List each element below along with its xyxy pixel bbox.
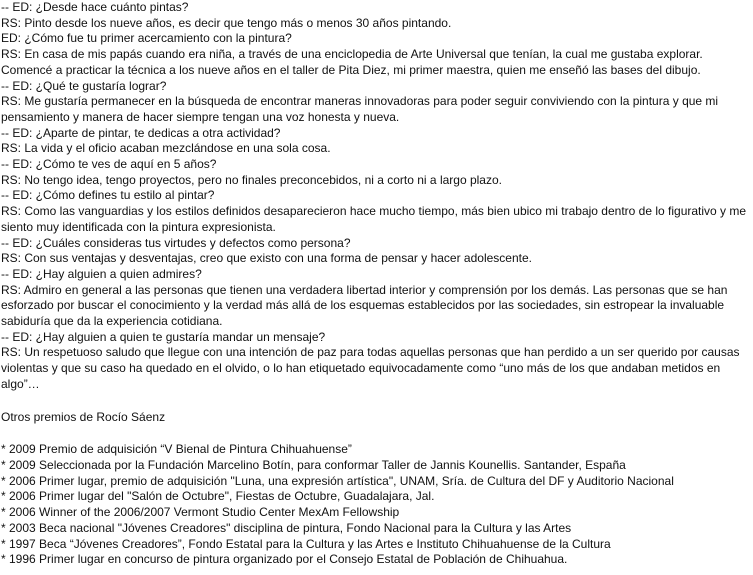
interview-question: -- ED: ¿Desde hace cuánto pintas?: [1, 0, 189, 14]
award-item: * 1996 Primer lugar en concurso de pintura organizado por el Consejo Estatal de Población de Chihuahua.: [1, 552, 568, 567]
awards-section: [1, 410, 751, 568]
interview-answer: RS: Con sus ventajas y desventajas, creo que existo con una forma de pensar y hacer adolescente.: [1, 251, 532, 266]
interview-answer: RS: En casa de mis papás cuando era niña, a través de una enciclopedia de Arte Universal que tenían, la cual me gustaba explorar. Comencé a practicar la técnica a los nueve años en el taller de Pita Diez, mi primer maestra, quien me enseñó las bases del dibujo.: [1, 47, 703, 77]
awards-heading: Otros premios de Rocío Sáenz: [1, 409, 166, 424]
interview-answer: RS: No tengo idea, tengo proyectos, pero no finales preconcebidos, ni a corto ni a largo plazo.: [1, 172, 502, 187]
interview-answer: RS: Como las vanguardias y los estilos definidos desaparecieron hace mucho tiempo, más bien ubico mi trabajo dentro de lo figurativo y me siento muy identificada con la pintura expresionista.: [1, 204, 747, 234]
interview-answer: RS: Me gustaría permanecer en la búsqueda de encontrar maneras innovadoras para poder seguir conviviendo con la pintura y que mi pensamiento y manera de hacer siempre tengan una voz honesta y nueva.: [1, 94, 719, 124]
interview-question: -- ED: ¿Hay alguien a quien te gustaría mandar un mensaje?: [1, 329, 326, 344]
interview-section: [1, 0, 751, 393]
interview-question: -- ED: ¿Cómo te ves de aquí en 5 años?: [1, 157, 217, 172]
article-body: [1, 0, 751, 568]
interview-question: -- ED: ¿Aparte de pintar, te dedicas a otra actividad?: [1, 125, 281, 140]
interview-answer: RS: Un respetuoso saludo que llegue con una intención de paz para todas aquellas personas que han perdido a un ser querido por causas violentas y que su caso ha quedado en el olvido, o lo han etiquetado equivocadamente como “uno más de los que andaban metidos en algo”…: [1, 345, 740, 391]
award-item: * 1997 Beca “Jóvenes Creadores”, Fondo Estatal para la Cultura y las Artes e Instituto Chihuahuense de la Cultura: [1, 536, 611, 551]
interview-answer: RS: Pinto desde los nueve años, es decir que tengo más o menos 30 años pintando.: [1, 15, 452, 30]
interview-answer: RS: Admiro en general a las personas que tienen una verdadera libertad interior y comprensión por los demás. Las personas que se han esforzado por buscar el conocimiento y la verdad más allá de los esquemas establecidos por las sociedades, sin estropear la invaluable sabiduría que da la experiencia cotidiana.: [1, 282, 728, 329]
award-item: * 2006 Primer lugar del "Salón de Octubre", Fiestas de Octubre, Guadalajara, Jal.: [1, 489, 435, 504]
interview-question: -- ED: ¿Cómo defines tu estilo al pintar?: [1, 188, 215, 203]
award-item: * 2006 Primer lugar, premio de adquisición "Luna, una expresión artística", UNAM, Sría. de Cultura del DF y Auditorio Nacional: [1, 473, 674, 488]
award-item: * 2009 Premio de adquisición “V Bienal de Pintura Chihuahuense”: [1, 442, 352, 457]
interview-question: -- ED: ¿Cuáles consideras tus virtudes y defectos como persona?: [1, 235, 351, 250]
interview-question: -- ED: ¿Qué te gustaría lograr?: [1, 78, 167, 93]
section-spacer: [1, 393, 751, 410]
section-spacer: [1, 425, 751, 442]
award-item: * 2009 Seleccionada por la Fundación Marcelino Botín, para conformar Taller de Jannis Kounellis. Santander, España: [1, 457, 626, 472]
interview-question: ED: ¿Cómo fue tu primer acercamiento con la pintura?: [1, 31, 292, 46]
interview-question: -- ED: ¿Hay alguien a quien admires?: [1, 266, 202, 281]
award-item: * 2006 Winner of the 2006/2007 Vermont Studio Center MexAm Fellowship: [1, 505, 400, 520]
award-item: * 2003 Beca nacional "Jóvenes Creadores" disciplina de pintura, Fondo Nacional para la Cultura y las Artes: [1, 520, 572, 535]
interview-answer: RS: La vida y el oficio acaban mezclándose en una sola cosa.: [1, 141, 331, 156]
